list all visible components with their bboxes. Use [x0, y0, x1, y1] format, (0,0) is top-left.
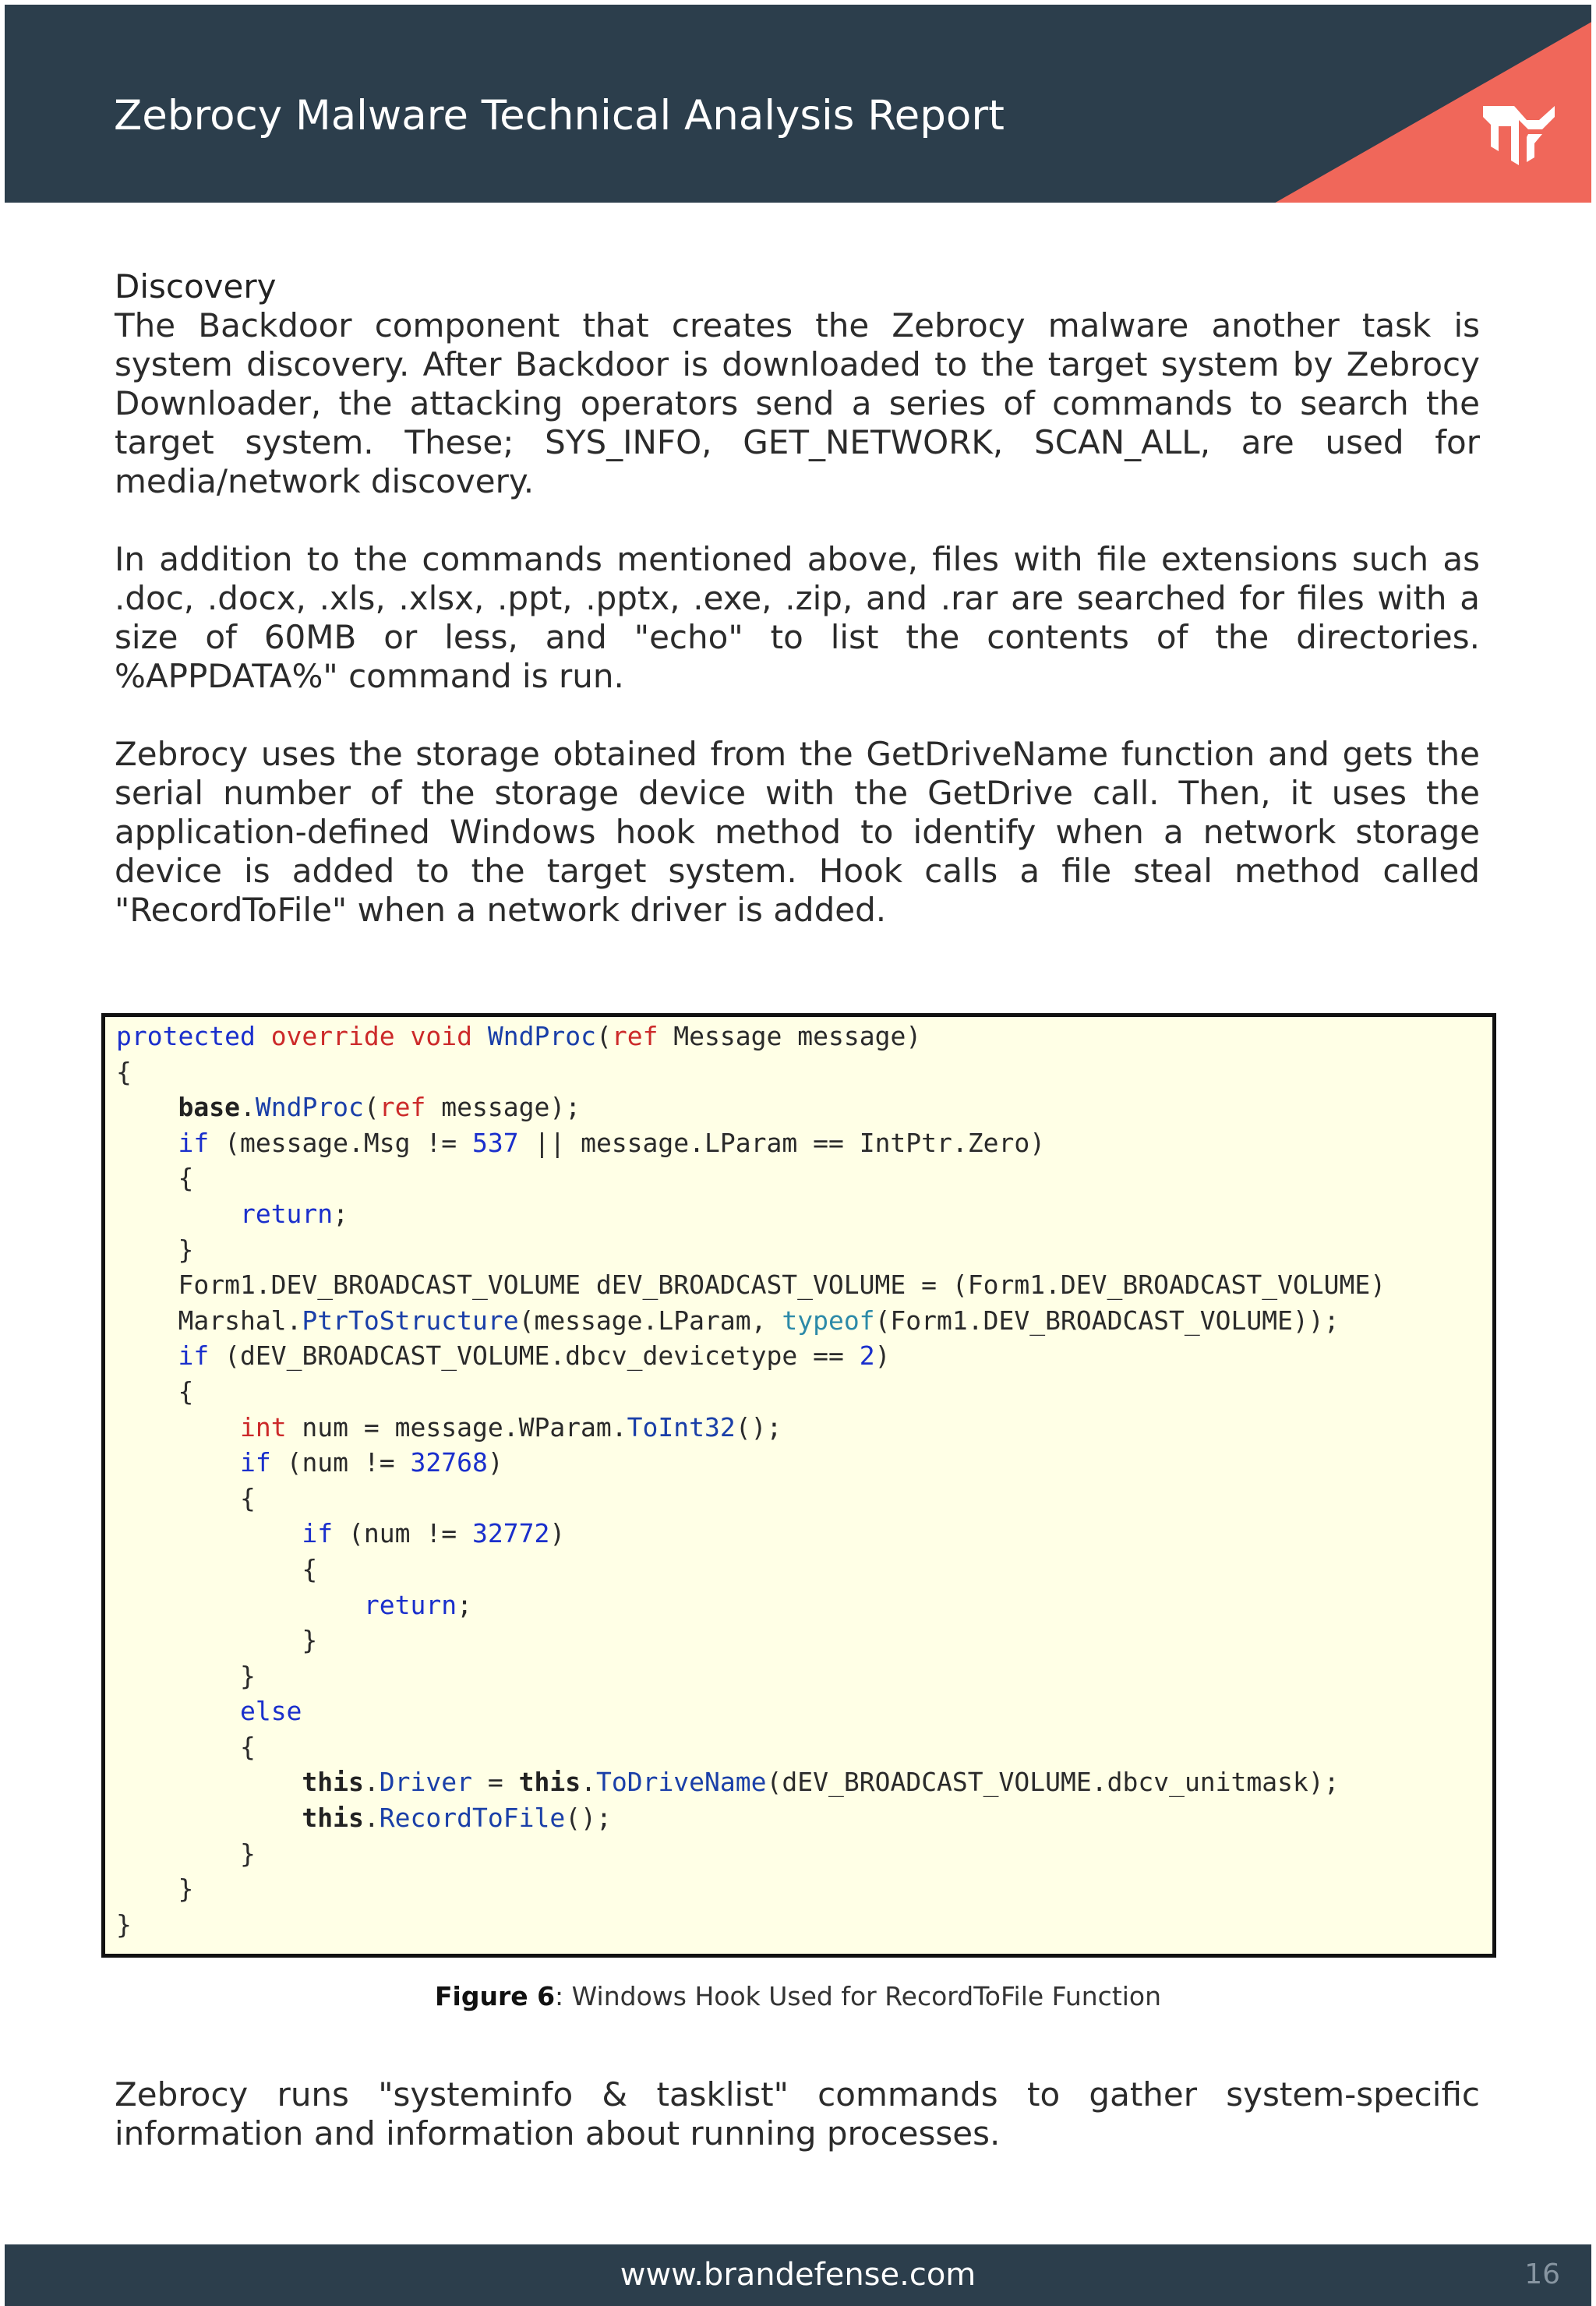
page-footer — [5, 2244, 1591, 2306]
figure-label: Figure 6 — [434, 1981, 556, 2011]
code-token: ; — [457, 1589, 472, 1620]
paragraph-file-search: In addition to the commands mentioned above, files with file extensions such as .doc, .docx, .xls, .xlsx, .ppt, .pptx, .exe, .zip, and .rar are searched for files with a size of 60MB or less, and "echo" to list the contents of the directories. %APPDATA%" command is run. — [115, 540, 1480, 695]
code-token: protected — [116, 1021, 256, 1051]
code-line — [116, 1729, 1386, 1765]
code-token — [472, 1021, 488, 1051]
code-token — [116, 1447, 240, 1478]
code-token: ToInt32 — [627, 1411, 736, 1443]
code-token: 32768 — [410, 1447, 488, 1478]
code-token: ) — [874, 1340, 891, 1372]
paragraph-discovery: The Backdoor component that creates the Zebrocy malware another task is system discovery. After Backdoor is downloaded to the target system by Zebrocy Downloader, the attacking operators send a series of commands to search the target system. These; SYS_INFO, GET_NETWORK, SCAN_ALL, are used for media/network discovery. — [115, 306, 1480, 500]
code-token: void — [410, 1021, 472, 1051]
code-token: { — [116, 1375, 194, 1407]
code-line — [116, 1303, 1386, 1339]
code-token: (message.LParam, — [518, 1305, 782, 1336]
code-line — [116, 1693, 1386, 1729]
code-token: if — [302, 1518, 334, 1549]
code-token — [116, 1590, 364, 1620]
code-token: if — [239, 1447, 271, 1478]
code-line — [116, 1445, 1386, 1481]
code-token: (); — [735, 1411, 782, 1443]
code-token: if — [178, 1340, 210, 1372]
code-token: } — [116, 1838, 256, 1869]
code-token: (num != — [333, 1518, 472, 1549]
code-line — [116, 1232, 1386, 1268]
code-token: ref — [611, 1021, 659, 1051]
code-token: Marshal. — [116, 1305, 302, 1336]
code-token: } — [116, 1909, 132, 1940]
code-line — [116, 1552, 1386, 1587]
code-token: this — [302, 1767, 364, 1798]
code-token — [116, 1340, 178, 1371]
code-token: ) — [549, 1518, 566, 1549]
code-token: } — [116, 1234, 194, 1265]
code-line — [116, 1623, 1386, 1658]
code-token — [395, 1021, 411, 1051]
code-token — [116, 1128, 178, 1158]
code-token: if — [178, 1127, 210, 1158]
code-line — [116, 1196, 1386, 1232]
code-token: Form1.DEV_BROADCAST_VOLUME dEV_BROADCAST_VOLUME = (Form1.DEV_BROADCAST_VOLUME) — [116, 1270, 1386, 1301]
code-line — [116, 1160, 1386, 1196]
code-token: { — [116, 1731, 256, 1762]
code-token — [116, 1518, 302, 1549]
code-token: = — [472, 1767, 519, 1798]
code-token: (dEV_BROADCAST_VOLUME.dbcv_unitmask); — [766, 1767, 1340, 1798]
paragraph-systeminfo: Zebrocy runs "systeminfo & tasklist" commands to gather system-specific information and information about running processes. — [115, 2075, 1480, 2152]
code-token: override — [270, 1021, 395, 1051]
code-token: else — [239, 1696, 302, 1727]
code-token — [256, 1021, 271, 1051]
figure-caption-text: : Windows Hook Used for RecordToFile Function — [555, 1981, 1162, 2011]
code-token — [116, 1767, 302, 1797]
code-token: RecordToFile — [379, 1803, 566, 1834]
code-token: ( — [363, 1092, 380, 1123]
code-token — [116, 1803, 302, 1833]
code-token — [116, 1696, 240, 1726]
code-token: . — [363, 1803, 380, 1834]
code-line — [116, 1658, 1386, 1694]
code-line — [116, 1267, 1386, 1303]
code-token: this — [302, 1803, 364, 1834]
code-token: { — [116, 1056, 132, 1087]
code-line — [116, 1907, 1386, 1943]
code-token — [116, 1412, 240, 1443]
code-token: ref — [379, 1092, 426, 1123]
code-token: (num != — [270, 1447, 411, 1478]
code-token: WndProc — [255, 1092, 364, 1123]
code-screenshot — [101, 1013, 1496, 1958]
code-token: (Form1.DEV_BROADCAST_VOLUME)); — [874, 1305, 1340, 1336]
code-token: ; — [333, 1198, 349, 1229]
code-line — [116, 1089, 1386, 1125]
code-token: } — [116, 1625, 318, 1656]
code-token: PtrToStructure — [302, 1305, 519, 1336]
code-token: } — [116, 1660, 256, 1691]
code-line — [116, 1836, 1386, 1872]
code-line — [116, 1481, 1386, 1517]
code-line — [116, 1871, 1386, 1907]
code-line — [116, 1125, 1386, 1161]
code-token: Driver — [379, 1767, 472, 1798]
code-token: return — [363, 1589, 457, 1620]
footer-url: www.brandefense.com — [620, 2257, 976, 2293]
code-token: { — [116, 1553, 318, 1584]
code-token: Message message) — [658, 1021, 922, 1051]
code-token: || message.LParam == IntPtr.Zero) — [518, 1127, 1046, 1158]
figure-caption — [0, 1981, 1596, 2011]
code-token: . — [239, 1092, 256, 1123]
brandefense-logo-icon — [1480, 103, 1558, 168]
code-token — [116, 1199, 240, 1229]
code-token: num = message.WParam. — [286, 1411, 627, 1443]
code-listing — [116, 1019, 1386, 1942]
paragraph-hook-method: Zebrocy uses the storage obtained from the GetDriveName function and gets the serial number of the storage device with the GetDrive call. Then, it uses the application-defined Windows hook method to identify when a network storage device is added to the target system. Hook calls a file steal method called "RecordToFile" when a network driver is added. — [115, 735, 1480, 929]
discovery-section — [115, 267, 1480, 969]
code-token: } — [116, 1873, 194, 1905]
report-title: Zebrocy Malware Technical Analysis Report — [114, 92, 1005, 139]
code-token: (dEV_BROADCAST_VOLUME.dbcv_devicetype == — [209, 1340, 860, 1372]
page-header — [5, 5, 1591, 203]
code-line — [116, 1800, 1386, 1836]
code-token: 2 — [859, 1340, 875, 1372]
code-token: ToDriveName — [595, 1767, 767, 1798]
code-line — [116, 1338, 1386, 1374]
code-token: ) — [487, 1447, 503, 1478]
code-token: typeof — [782, 1305, 875, 1336]
code-line — [116, 1374, 1386, 1410]
code-token: WndProc — [487, 1021, 596, 1051]
code-token: message); — [425, 1092, 581, 1123]
code-token: (message.Msg != — [209, 1127, 472, 1158]
code-token: return — [239, 1198, 334, 1229]
code-token: this — [518, 1767, 581, 1798]
section-heading: Discovery — [115, 267, 277, 305]
code-line — [116, 1019, 1386, 1054]
code-token: 537 — [472, 1127, 519, 1158]
code-token: 32772 — [471, 1518, 550, 1549]
code-token: { — [116, 1482, 256, 1513]
code-token: int — [239, 1411, 287, 1443]
code-line — [116, 1054, 1386, 1090]
code-token: . — [363, 1767, 380, 1798]
code-token: base — [178, 1092, 240, 1123]
code-token: { — [116, 1163, 194, 1194]
page-number: 16 — [1524, 2258, 1560, 2290]
code-token — [116, 1092, 178, 1122]
code-token: . — [581, 1767, 596, 1798]
code-line — [116, 1516, 1386, 1552]
code-line — [116, 1410, 1386, 1446]
code-token: (); — [565, 1803, 612, 1834]
code-token: ( — [595, 1021, 612, 1051]
code-line — [116, 1587, 1386, 1623]
code-line — [116, 1764, 1386, 1800]
